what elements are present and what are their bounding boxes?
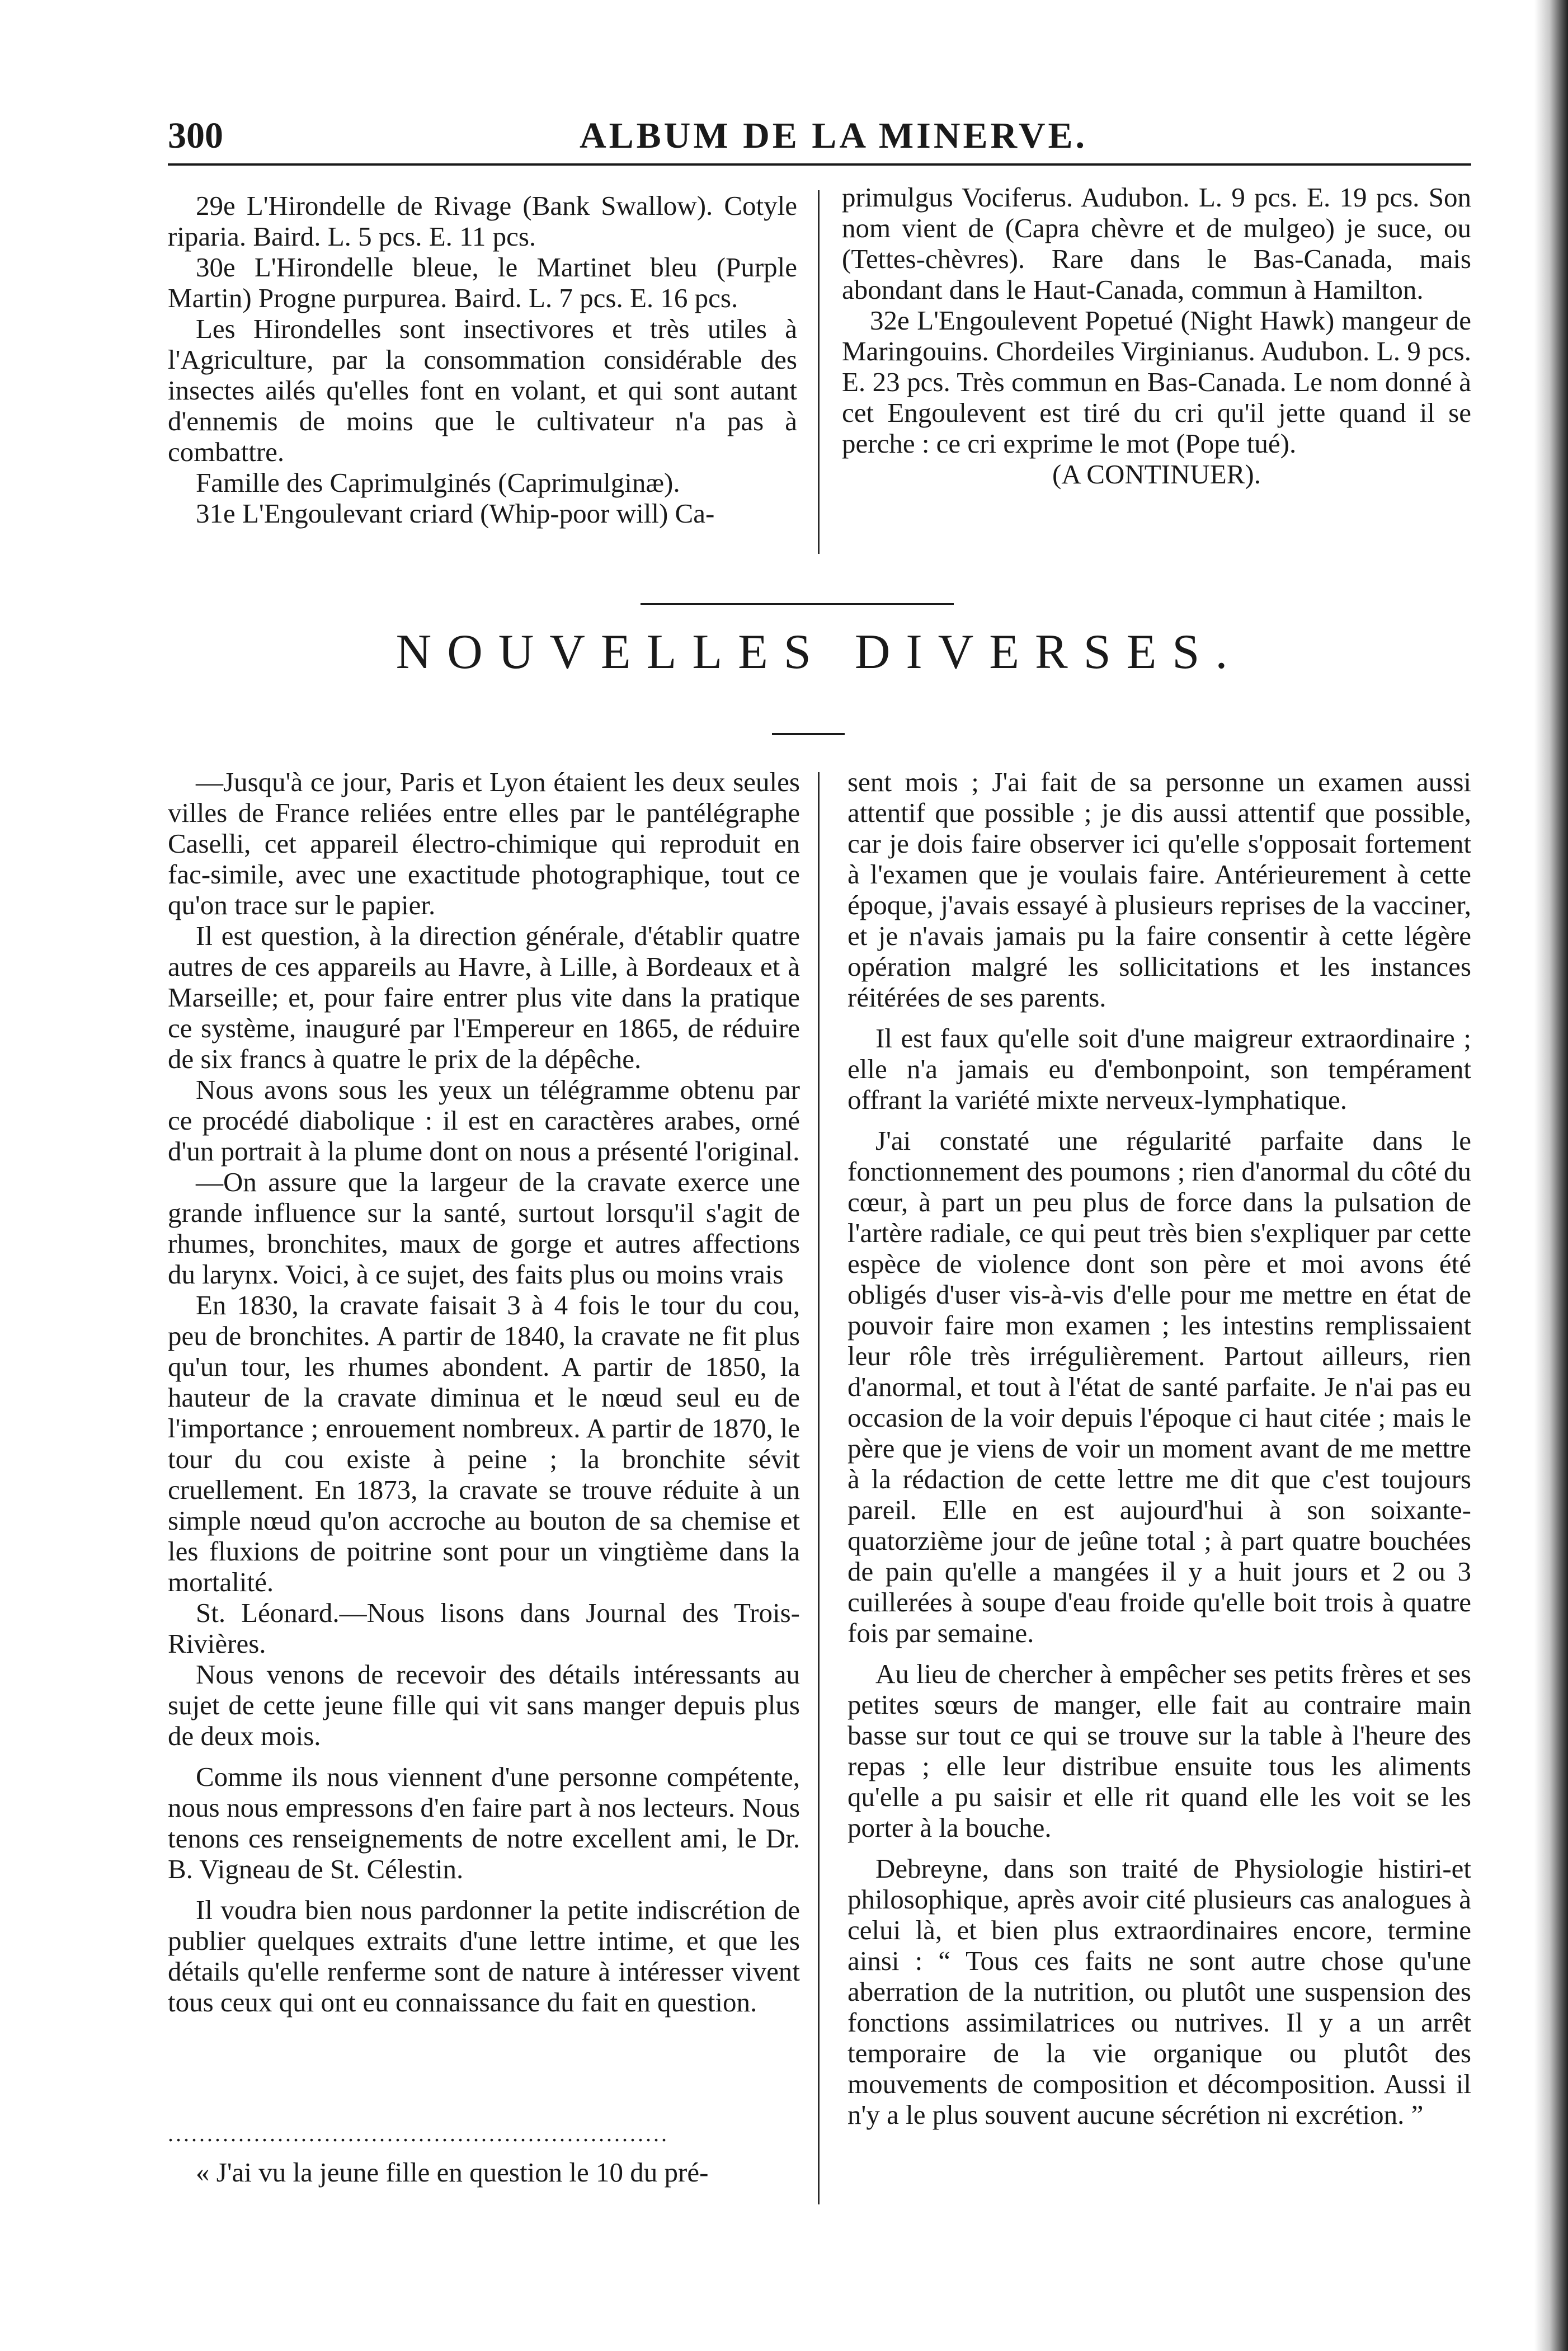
paragraph: —On assure que la largeur de la cravate exerce une grande influence sur la santé, surtout lorsqu'il s'agit de rhumes, bronchites, maux de gorge et autres affections du larynx. Voici, à ce sujet, des faits plus ou moins vrais [168, 1167, 800, 1290]
top-left-column [168, 190, 797, 529]
paragraph: Au lieu de chercher à empêcher ses petits frères et ses petites sœurs de manger, elle fait au contraire main basse sur tout ce qui se trouve sur la table à l'heure des repas ; elle leur distribue ensuite tous les aliments qu'elle a pu saisir et elle rit quand elle les voit se les porter à la bouche. [847, 1658, 1471, 1843]
paragraph: 29e L'Hirondelle de Rivage (Bank Swallow). Cotyle riparia. Baird. L. 5 pcs. E. 11 pcs. [168, 190, 797, 252]
paragraph: Les Hirondelles sont insectivores et très utiles à l'Agriculture, par la consommation considérable des insectes ailés qu'elles font en volant, et qui sont autant d'ennemis de moins que le cultivateur n'a pas à combattre. [168, 313, 797, 467]
paragraph: J'ai constaté une régularité parfaite dans le fonctionnement des poumons ; rien d'anormal du côté du cœur, à part un peu plus de force dans la pulsation de l'artère radiale, ce qui peut très bien s'expliquer par cette espèce de violence dont son père et moi avons été obligés d'user vis-à-vis d'elle pour me mettre en état de pouvoir faire mon examen ; les intestins remplissaient leur rôle très irrégulièrement. Partout ailleurs, rien d'anormal, et tout à l'état de santé parfaite. Je n'ai pas eu occasion de la voir depuis l'époque ci haut citée ; mais le père que je viens de voir un moment avant de me mettre à la rédaction de cette lettre me dit que c'est toujours pareil. Elle en est aujourd'hui à son soixante-quatorzième jour de jeûne total ; à part quatre bouchées de pain qu'elle a mangées il y a huit jours et 2 ou 3 cuillerées à soupe d'eau froide qu'elle boit trois à quatre fois par semaine. [847, 1125, 1471, 1648]
paragraph: Comme ils nous viennent d'une personne compétente, nous nous empressons d'en faire part à nos lecteurs. Nous tenons ces renseignements de notre excellent ami, le Dr. B. Vigneau de St. Célestin. [168, 1761, 800, 1884]
section-heading: NOUVELLES DIVERSES. [395, 625, 1244, 679]
paragraph: Il est faux qu'elle soit d'une maigreur extraordinaire ; elle n'a jamais eu d'embonpoint, son tempérament offrant la variété mixte nerveux-lymphatique. [847, 1023, 1471, 1115]
paragraph: St. Léonard.—Nous lisons dans Journal des Trois-Rivières. [168, 1597, 800, 1659]
column-rule-bottom [818, 772, 820, 2204]
paragraph: primulgus Vociferus. Audubon. L. 9 pcs. E. 19 pcs. Son nom vient de (Capra chèvre et de mulgeo) je suce, ou (Tettes-chèvres). Rare dans le Bas-Canada, mais abondant dans le Haut-Canada, commun à Hamilton. [842, 182, 1471, 305]
paragraph: Debreyne, dans son traité de Physiologie histiri-et philosophique, après avoir cité plusieurs cas analogues à celui là, et bien plus extraordinaires encore, termine ainsi : “ Tous ces faits ne sont autre chose qu'une aberration de la nutrition, ou plutôt une suspension des fonctions assimilatrices ou nutrives. Il y a un arrêt temporaire de la vie organique ou plutôt des mouvements de composition et décomposition. Aussi il n'y a le plus souvent aucune sécrétion ni excrétion. ” [847, 1853, 1471, 2130]
paragraph: « J'ai vu la jeune fille en question le 10 du pré- [196, 2157, 709, 2188]
paragraph: —Jusqu'à ce jour, Paris et Lyon étaient les deux seules villes de France reliées entre elles par le pantélégraphe Caselli, cet appareil électro-chimique qui reproduit en fac-simile, avec une exactitude photographique, tout ce qu'on trace sur le papier. [168, 767, 800, 920]
paragraph: 32e L'Engoulevent Popetué (Night Hawk) mangeur de Maringouins. Chordeiles Virginianus. Audubon. L. 9 pcs. E. 23 pcs. Très commun en Bas-Canada. Le nom donné à cet Engoulevent est tiré du cri qu'il jette quand il se perche : ce cri exprime le mot (Pope tué). [842, 305, 1471, 459]
column-rule-top [818, 190, 820, 554]
paragraph: Il est question, à la direction générale, d'établir quatre autres de ces appareils au Havre, à Lille, à Bordeaux et à Marseille; et, pour faire entrer plus vite dans la pratique ce système, inauguré par l'Empereur en 1865, de réduire de six francs à quatre le prix de la dépêche. [168, 920, 800, 1074]
paragraph: 31e L'Engoulevant criard (Whip-poor will) Ca- [196, 498, 715, 529]
paragraph: En 1830, la cravate faisait 3 à 4 fois le tour du cou, peu de bronchites. A partir de 1840, la cravate ne fit plus qu'un tour, les rhumes abondent. A partir de 1850, la hauteur de la cravate diminua et le nœud seul eu de l'importance ; enrouement nombreux. A partir de 1870, le tour du cou existe à peine ; la bronchite sévit cruellement. En 1873, la cravate se trouve réduite à un simple nœud qu'on accroche au bouton de sa chemise et les fluxions de poitrine sont pour un vingtième dans la mortalité. [168, 1290, 800, 1597]
section-rule-lower [772, 733, 845, 735]
running-title: ALBUM DE LA MINERVE. [579, 115, 1088, 156]
paragraph: sent mois ; J'ai fait de sa personne un examen aussi attentif que possible ; je dis aussi attentif que possible, car je dois faire observer ici qu'elle s'opposait fortement à l'examen que je voulais faire. Antérieurement à cette époque, j'avais essayé à plusieurs reprises de la vacciner, et je n'avais jamais pu la faire consentir à cette légère opération malgré les sollicitations et les instances réitérées de ses parents. [847, 767, 1471, 1013]
top-right-column [842, 182, 1471, 490]
page-number: 300 [168, 115, 223, 156]
family-heading: Famille des Caprimulginés (Caprimulginæ). [196, 467, 680, 498]
bottom-left-column [168, 767, 800, 2018]
paragraph: Nous avons sous les yeux un télégramme obtenu par ce procédé diabolique : il est en caractères arabes, orné d'un portrait à la plume dont on nous a présenté l'original. [168, 1074, 800, 1167]
header-rule [168, 163, 1471, 166]
bottom-right-column [847, 767, 1471, 2130]
paragraph: Nous venons de recevoir des détails intéressants au sujet de cette jeune fille qui vit sans manger depuis plus de deux mois. [168, 1659, 800, 1751]
section-rule-upper [641, 603, 954, 605]
paragraph: Il voudra bien nous pardonner la petite indiscrétion de publier quelques extraits d'une lettre intime, et que les détails qu'elle renferme sont de nature à intéresser vivent tous ceux qui ont eu connaissance du fait en question. [168, 1894, 800, 2018]
running-header [168, 115, 1499, 165]
continued-note: (A CONTINUER). [1052, 459, 1261, 490]
bottom-left-last-line [168, 2157, 800, 2188]
page-edge-shadow [1534, 0, 1568, 2351]
ellipsis-divider: ................................................................ [168, 2121, 669, 2146]
paragraph: 30e L'Hirondelle bleue, le Martinet bleu (Purple Martin) Progne purpurea. Baird. L. 7 pcs. E. 16 pcs. [168, 252, 797, 313]
